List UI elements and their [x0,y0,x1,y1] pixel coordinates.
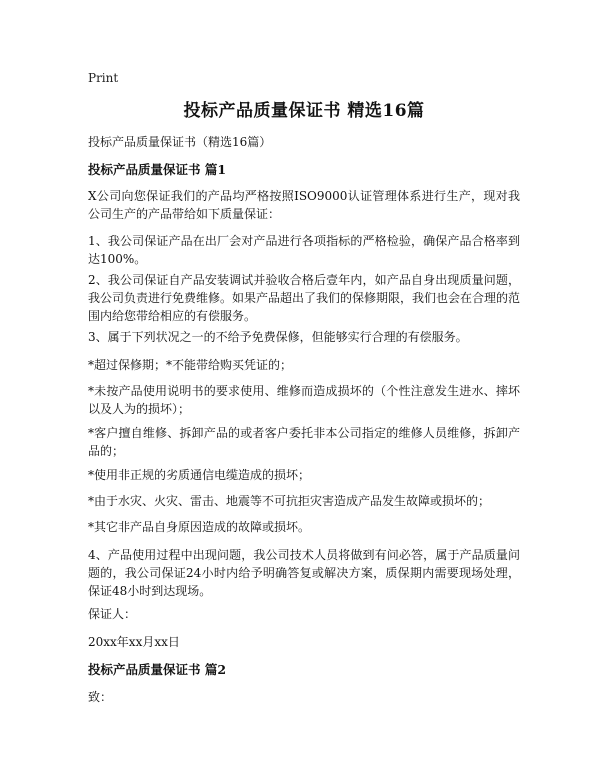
paragraph-bullet-4: *使用非正规的劣质通信电缆造成的损坏； [88,468,311,482]
paragraph-item-4: 4、产品使用过程中出现问题，我公司技术人员将做到有问必答，属于产品质量问题的，我公司保证24小时内给予明确答复或解决方案，质保期内需要现场处理，保证48小时到达现场。 [88,548,520,598]
page-title: 投标产品质量保证书 精选16篇 [183,101,425,121]
date-line: 20xx年xx月xx日 [88,635,180,649]
print-link[interactable]: Print [88,71,119,85]
paragraph-intro: X公司向您保证我们的产品均严格按照ISO9000认证管理体系进行生产，现对我公司生产的产品带给如下质量保证： [88,189,520,221]
paragraph-item-3: 3、属于下列状况之一的不给予免费保修，但能够实行合理的有偿服务。 [88,330,468,344]
paragraph-bullet-3: *客户擅自维修、拆卸产品的或者客户委托非本公司指定的维修人员维修，拆卸产品的； [88,426,520,458]
paragraph-item-1: 1、我公司保证产品在出厂会对产品进行各项指标的严格检验，确保产品合格率到达100%。 [88,234,520,266]
section-heading-1: 投标产品质量保证书 篇1 [88,162,227,177]
paragraph-bullet-5: *由于水灾、火灾、雷击、地震等不可抗拒灾害造成产品发生故障或损坏的； [88,494,491,508]
section-heading-2: 投标产品质量保证书 篇2 [88,662,227,677]
paragraph-bullet-1: *超过保修期；*不能带给购买凭证的； [88,358,293,372]
paragraph-bullet-6: *其它非产品自身原因造成的故障或损坏。 [88,520,311,534]
paragraph-bullet-2: *未按产品使用说明书的要求使用、维修而造成损坏的（个性注意发生进水、摔坏以及人为的损坏）； [88,384,520,416]
salutation-line: 致： [88,690,113,704]
guarantor-line: 保证人： [88,607,137,621]
document-subtitle: 投标产品质量保证书（精选16篇） [88,135,272,149]
paragraph-item-2: 2、我公司保证自产品安装调试并验收合格后壹年内，如产品自身出现质量问题，我公司负责进行免费维修。如果产品超出了我们的保修期限，我们也会在合理的范围内给您带给相应的有偿服务。 [88,273,521,323]
